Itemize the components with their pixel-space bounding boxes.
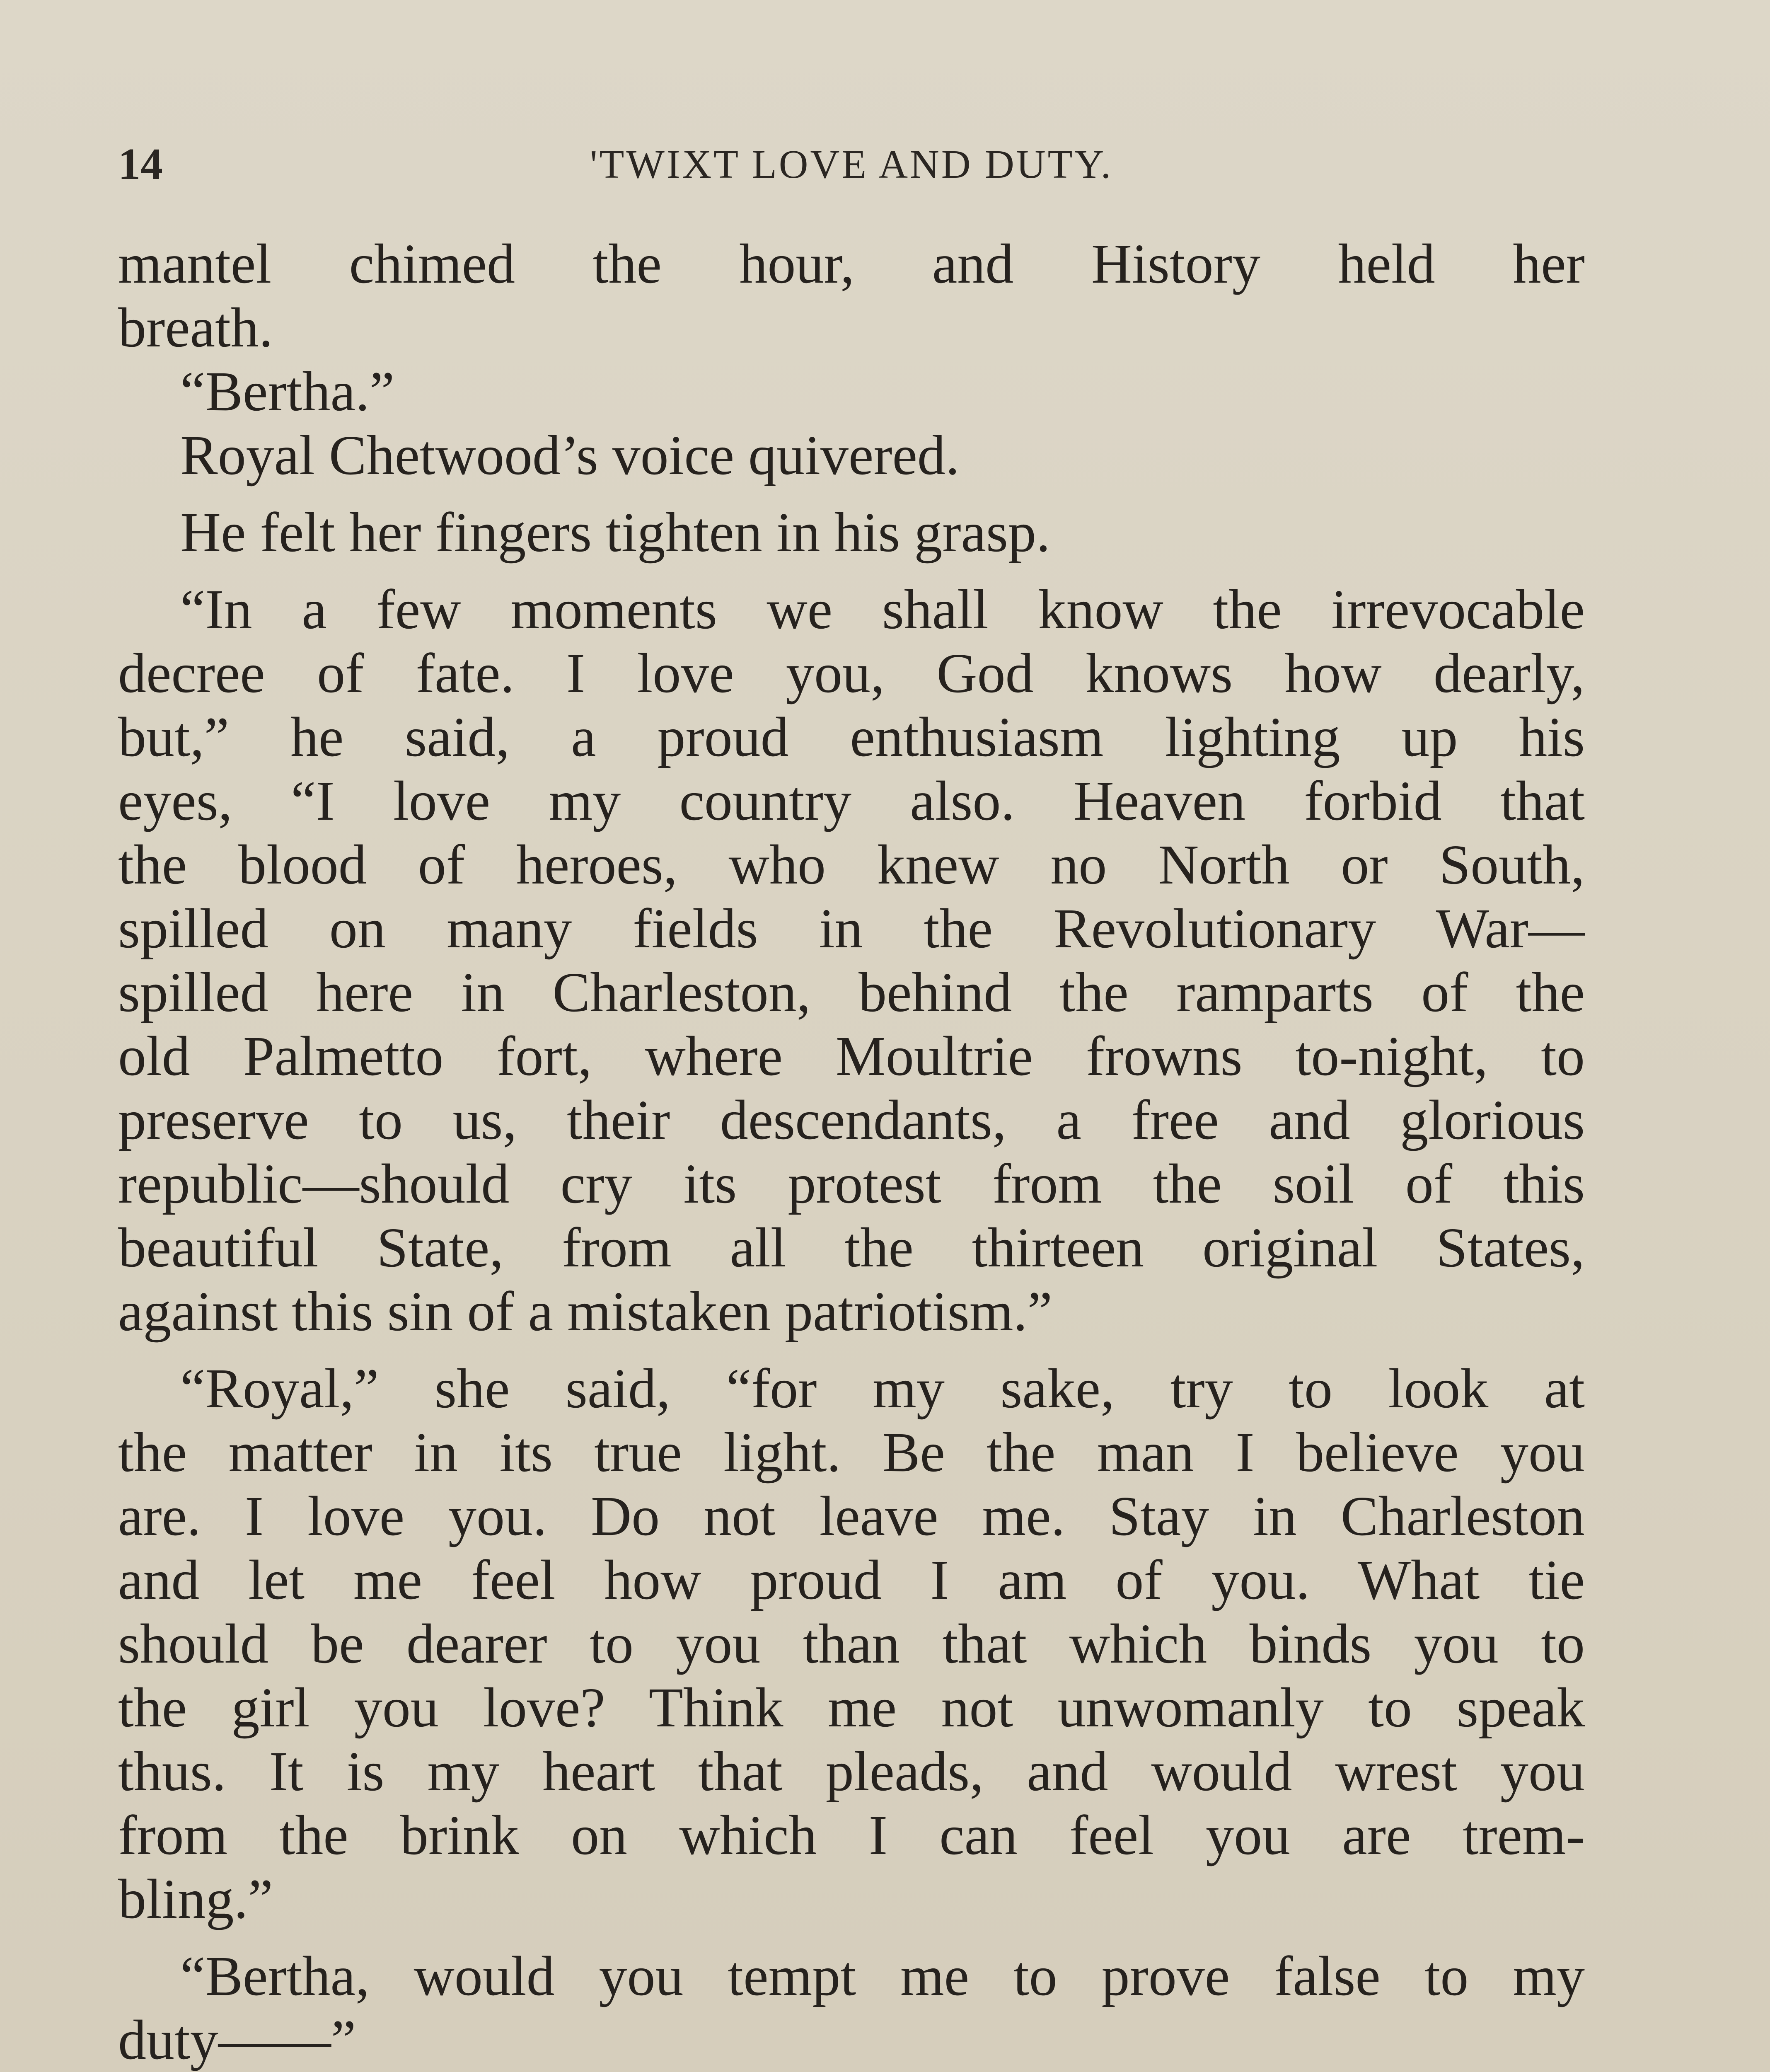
text-line: spilled on many fields in the Revolutionary War— (118, 898, 1585, 960)
text-line: preserve to us, their descendants, a free and glorious (118, 1089, 1585, 1151)
text-line: the blood of heroes, who knew no North or South, (118, 834, 1585, 896)
text-line: should be dearer to you than that which binds you to (118, 1613, 1585, 1675)
text-line: thus. It is my heart that pleads, and would wrest you (118, 1740, 1585, 1803)
text-line: “In a few moments we shall know the irrevocable (180, 579, 1585, 641)
text-line: Royal Chetwood’s voice quivered. (180, 424, 960, 487)
text-line: decree of fate. I love you, God knows how dearly, (118, 642, 1585, 704)
text-line: eyes, “I love my country also. Heaven forbid that (118, 770, 1585, 832)
text-line: spilled here in Charleston, behind the ramparts of the (118, 961, 1585, 1024)
text-line: republic—should cry its protest from the soil of this (118, 1153, 1585, 1215)
text-line: “Royal,” she said, “for my sake, try to look at (180, 1358, 1585, 1420)
text-line: from the brink on which I can feel you are trem- (118, 1804, 1585, 1866)
text-line: “Bertha, would you tempt me to prove false to my (180, 1945, 1585, 2007)
text-line: He felt her fingers tighten in his grasp. (180, 501, 1050, 564)
text-line: bling.” (118, 1868, 273, 1930)
page-header (118, 133, 1585, 196)
text-line: the girl you love? Think me not unwomanly to speak (118, 1677, 1585, 1739)
text-line: old Palmetto fort, where Moultrie frowns to-night, to (118, 1025, 1585, 1087)
page-number: 14 (118, 140, 163, 189)
text-line: beautiful State, from all the thirteen original States, (118, 1217, 1585, 1279)
text-line: but,” he said, a proud enthusiasm lighting up his (118, 706, 1585, 768)
text-line: duty——” (118, 2009, 356, 2071)
running-title: 'TWIXT LOVE AND DUTY. (590, 142, 1113, 187)
text-line: mantel chimed the hour, and History held her (118, 233, 1585, 295)
text-line: “Bertha.” (180, 361, 395, 423)
text-line: the matter in its true light. Be the man I believe you (118, 1421, 1585, 1484)
text-line: breath. (118, 297, 273, 359)
text-line: against this sin of a mistaken patriotism.” (118, 1280, 1052, 1343)
body-text (118, 232, 1585, 2072)
text-line: are. I love you. Do not leave me. Stay in Charleston (118, 1485, 1585, 1547)
text-line: and let me feel how proud I am of you. What tie (118, 1549, 1585, 1611)
